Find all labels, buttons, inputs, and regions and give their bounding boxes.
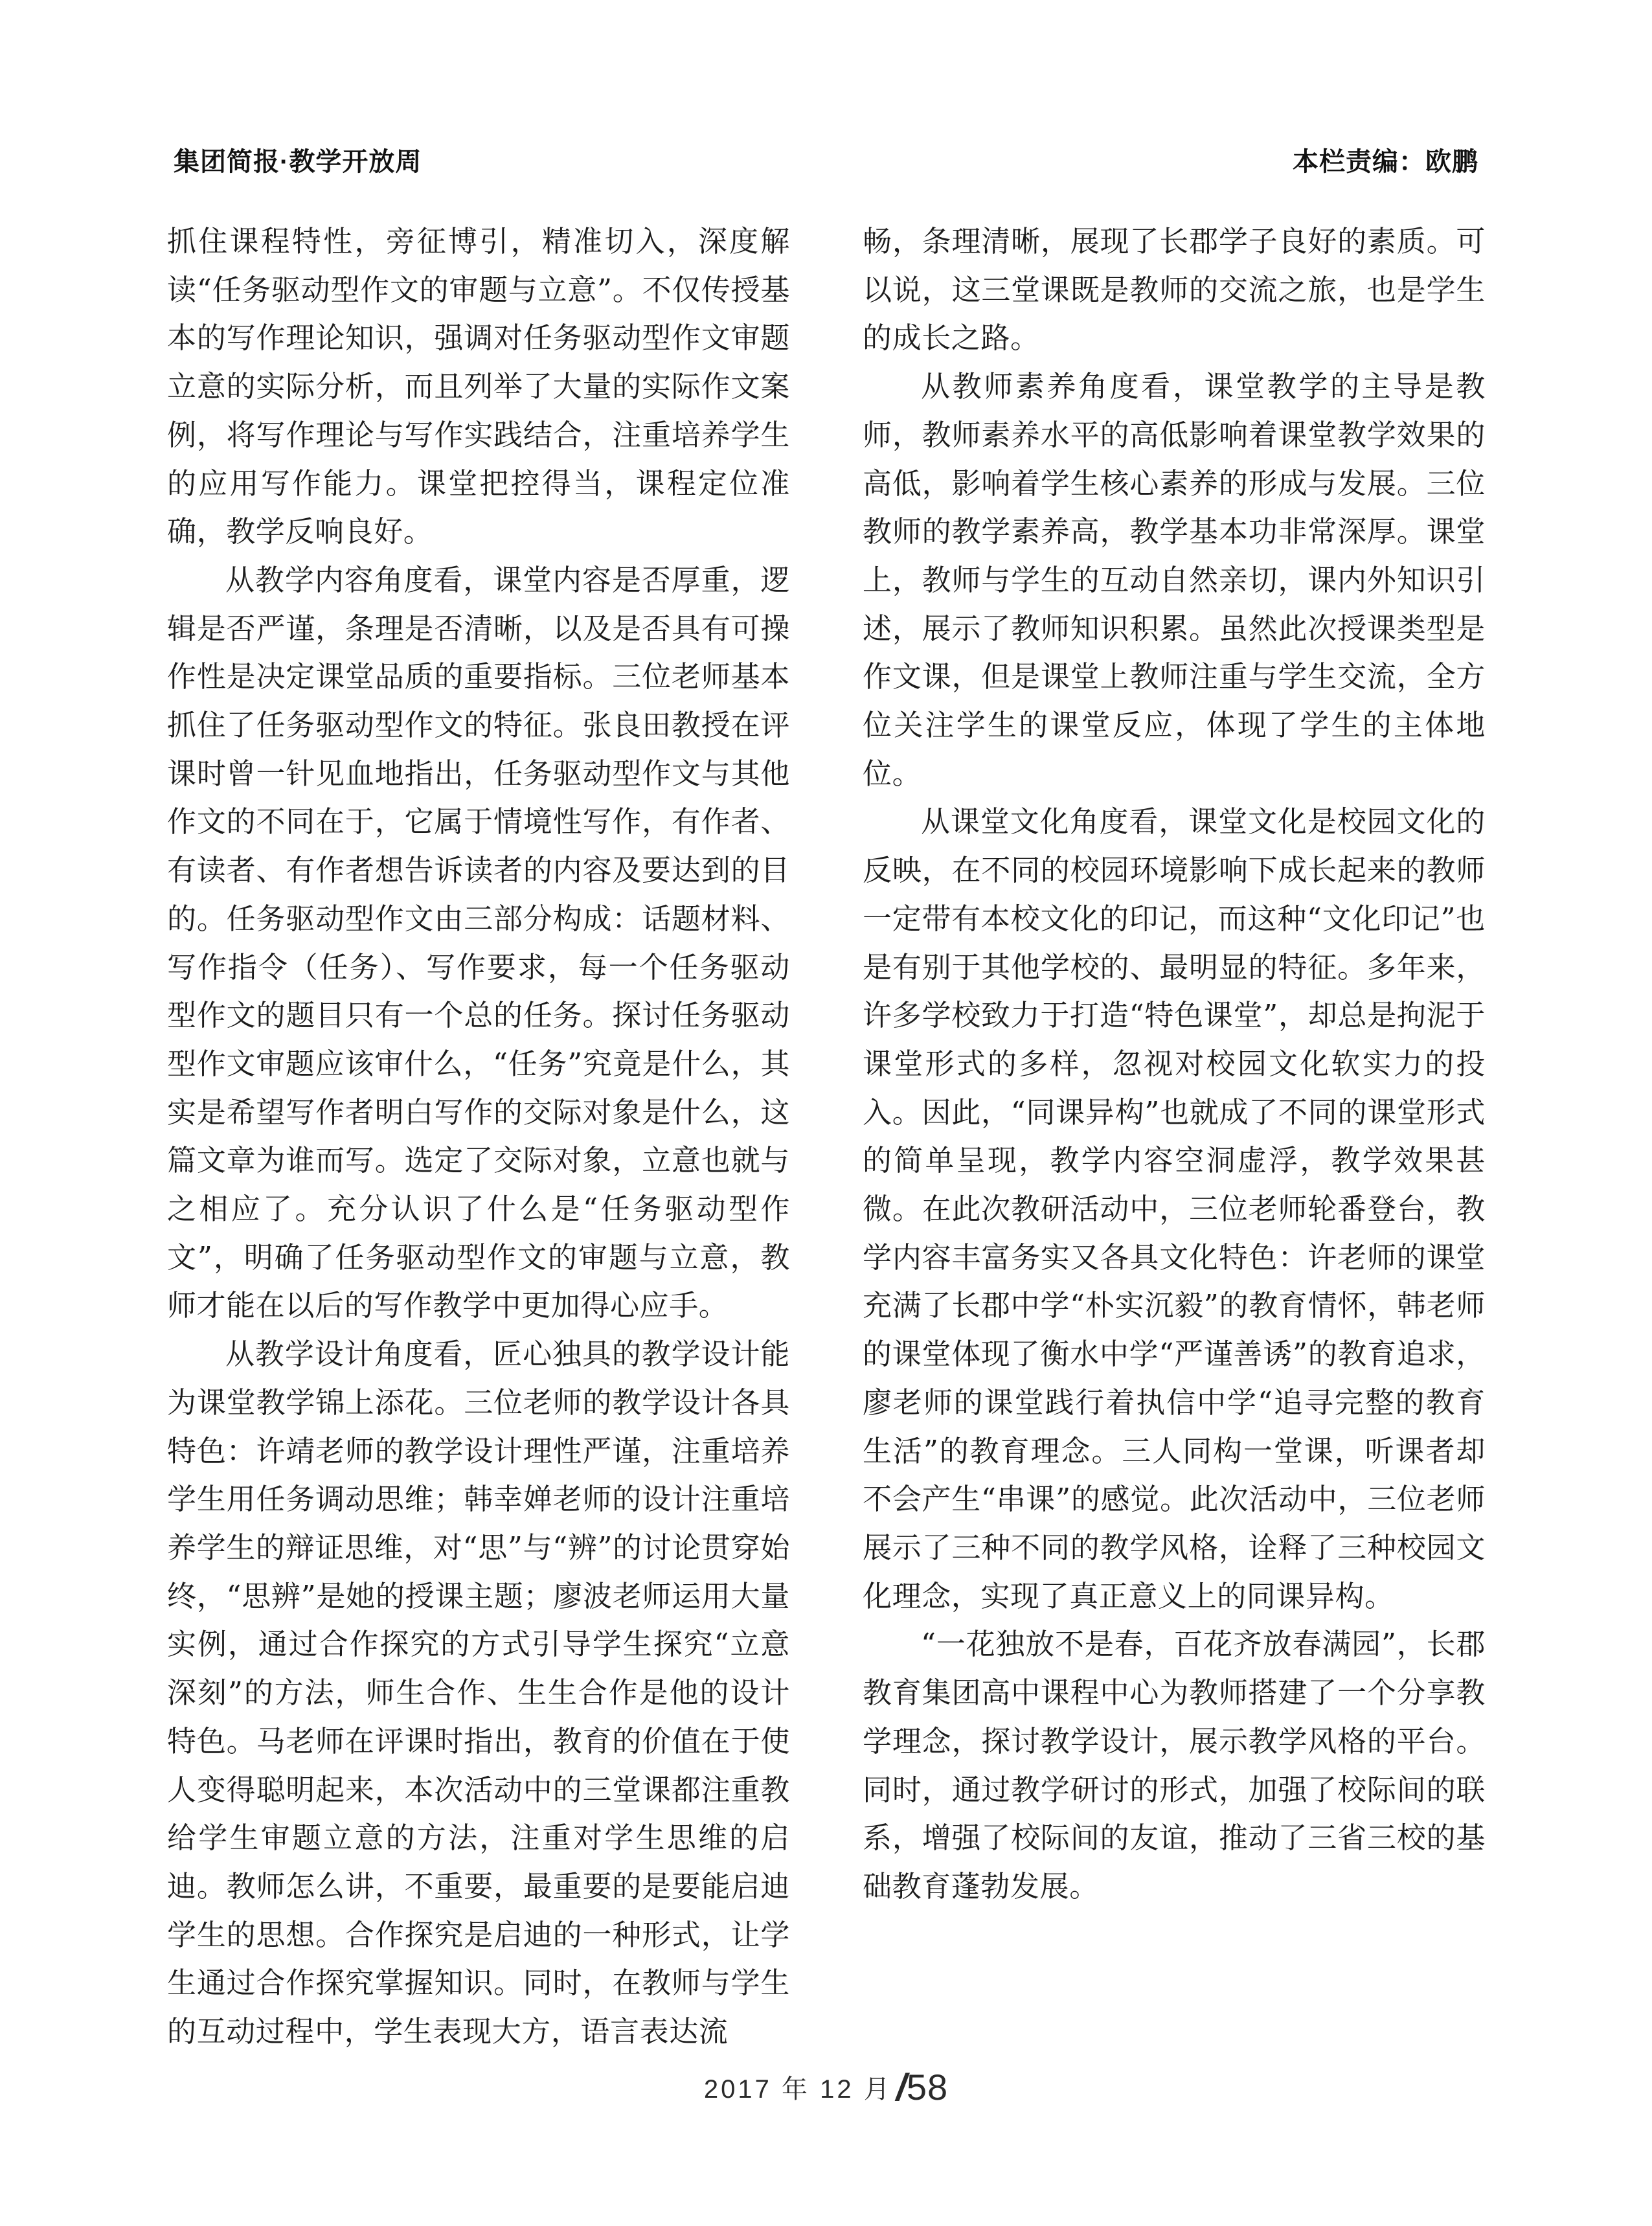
footer-page-number: 58: [906, 2067, 949, 2107]
page-footer: [0, 2066, 1652, 2109]
paragraph: 从教学内容角度看，课堂内容是否厚重，逻辑是否严谨，条理是否清晰，以及是否具有可操作性是决定课堂品质的重要指标。三位老师基本抓住了任务驱动型作文的特征。张良田教授在评课时曾一针见血地指出，任务驱动型作文与其他作文的不同在于，它属于情境性写作，有作者、有读者、有作者想告诉读者的内容及要达到的目的。任务驱动型作文由三部分构成：话题材料、写作指令（任务）、写作要求，每一个任务驱动型作文的题目只有一个总的任务。探讨任务驱动型作文审题应该审什么，“任务”究竟是什么，其实是希望写作者明白写作的交际对象是什么，这篇文章为谁而写。选定了交际对象，立意也就与之相应了。充分认识了什么是“任务驱动型作文”，明确了任务驱动型作文的审题与立意，教师才能在以后的写作教学中更加得心应手。: [167, 562, 790, 1323]
paragraph: 抓住课程特性，旁征博引，精准切入，深度解读“任务驱动型作文的审题与立意”。不仅传授基本的写作理论知识，强调对任务驱动型作文审题立意的实际分析，而且列举了大量的实际作文案例，将写作理论与写作实践结合，注重培养学生的应用写作能力。课堂把控得当，课程定位准确，教学反响良好。: [167, 224, 790, 549]
footer-date: 2017 年 12 月: [703, 2075, 892, 2104]
header-editor-credit: 本栏责编：欧鹏: [1293, 148, 1478, 176]
paragraph: “一花独放不是春，百花齐放春满园”，长郡教育集团高中课程中心为教师搭建了一个分享教学理念，探讨教学设计，展示教学风格的平台。同时，通过教学研讨的形式，加强了校际间的联系，增强了校际间的友谊，推动了三省三校的基础教育蓬勃发展。: [863, 1627, 1486, 1903]
paragraph: 畅，条理清晰，展现了长郡学子良好的素质。可以说，这三堂课既是教师的交流之旅，也是学生的成长之路。: [863, 224, 1486, 356]
right-column: [863, 218, 1486, 1911]
left-column: [167, 218, 790, 2056]
paragraph: 从课堂文化角度看，课堂文化是校园文化的反映，在不同的校园环境影响下成长起来的教师一定带有本校文化的印记，而这种“文化印记”也是有别于其他学校的、最明显的特征。多年来，许多学校致力于打造“特色课堂”，却总是拘泥于课堂形式的多样，忽视对校园文化软实力的投入。因此，“同课异构”也就成了不同的课堂形式的简单呈现，教学内容空洞虚浮，教学效果甚微。在此次教研活动中，三位老师轮番登台，教学内容丰富务实又各具文化特色：许老师的课堂充满了长郡中学“朴实沉毅”的教育情怀，韩老师的课堂体现了衡水中学“严谨善诱”的教育追求，廖老师的课堂践行着执信中学“追寻完整的教育生活”的教育理念。三人同构一堂课，听课者却不会产生“串课”的感觉。此次活动中，三位老师展示了三种不同的教学风格，诠释了三种校园文化理念，实现了真正意义上的同课异构。: [863, 804, 1486, 1613]
paragraph: 从教学设计角度看，匠心独具的教学设计能为课堂教学锦上添花。三位老师的教学设计各具特色：许靖老师的教学设计理性严谨，注重培养学生用任务调动思维；韩幸婵老师的设计注重培养学生的辩证思维，对“思”与“辨”的讨论贯穿始终，“思辨”是她的授课主题；廖波老师运用大量实例，通过合作探究的方式引导学生探究“立意深刻”的方法，师生合作、生生合作是他的设计特色。马老师在评课时指出，教育的价值在于使人变得聪明起来，本次活动中的三堂课都注重教给学生审题立意的方法，注重对学生思维的启迪。教师怎么讲，不重要，最重要的是要能启迪学生的思想。合作探究是启迪的一种形式，让学生通过合作探究掌握知识。同时，在教师与学生的互动过程中，学生表现大方，语言表达流: [167, 1337, 790, 2049]
paragraph: 从教师素养角度看，课堂教学的主导是教师，教师素养水平的高低影响着课堂教学效果的高低，影响着学生核心素养的形成与发展。三位教师的教学素养高，教学基本功非常深厚。课堂上，教师与学生的互动自然亲切，课内外知识引述，展示了教师知识积累。虽然此次授课类型是作文课，但是课堂上教师注重与学生交流，全方位关注学生的课堂反应，体现了学生的主体地位。: [863, 369, 1486, 791]
header-section-title: 集团简报·教学开放周: [174, 148, 422, 176]
footer-slash: /: [896, 2067, 907, 2109]
